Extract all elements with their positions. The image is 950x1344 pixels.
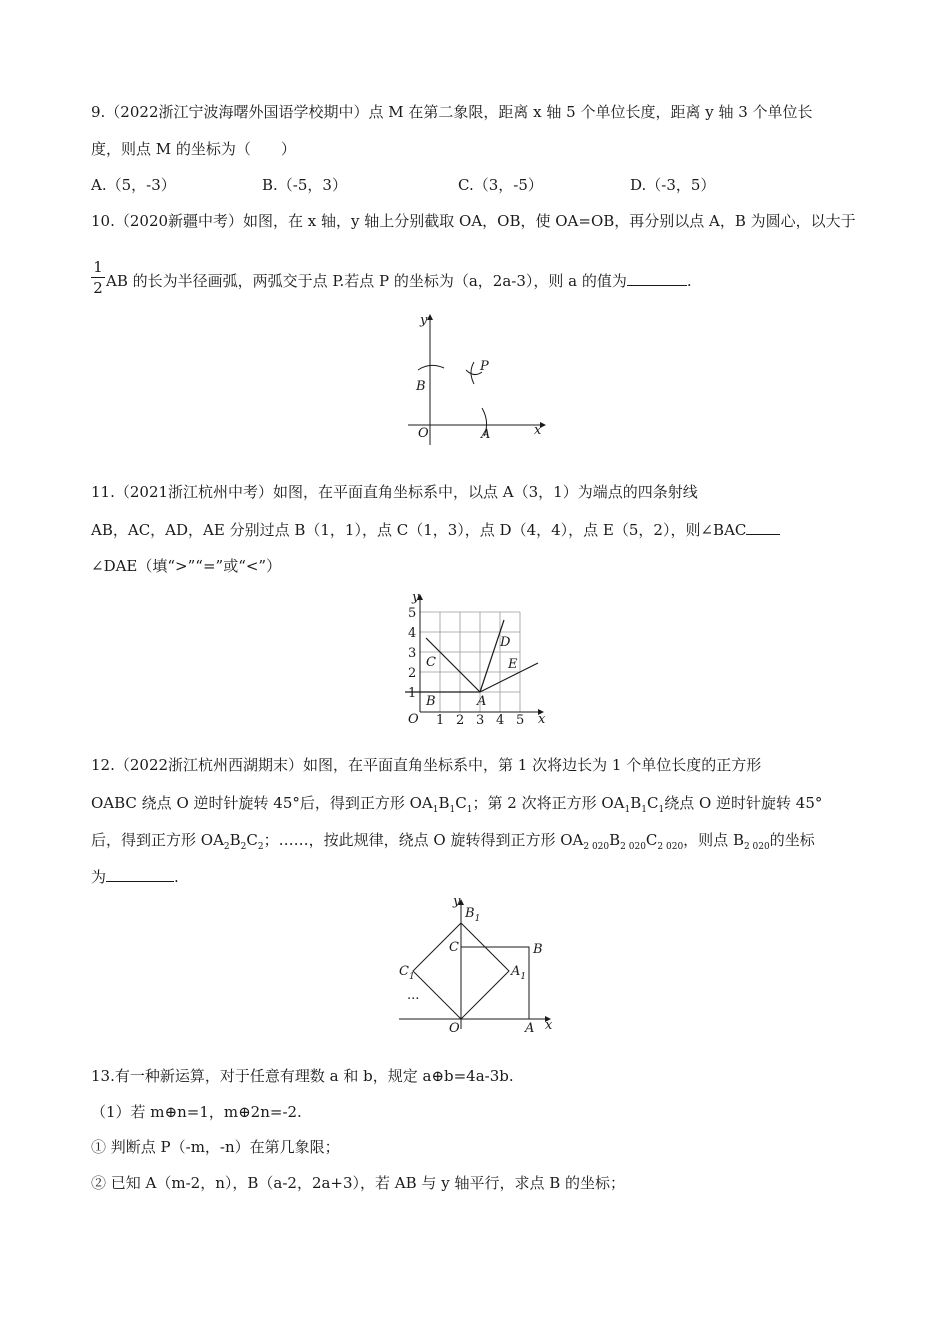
sub: 2 020 <box>583 842 610 852</box>
point-b-label: B <box>416 379 426 394</box>
fraction-denominator: 2 <box>93 279 103 297</box>
q12-text-3d: ；……，按此规律，绕点 O 旋转得到正方形 OA <box>263 831 584 849</box>
point-c-label: C <box>426 655 436 670</box>
sub: 2 020 <box>620 842 646 852</box>
q9-stem-line2: 度，则点 M 的坐标为（ ） <box>91 140 296 158</box>
y-tick-2: 2 <box>408 666 417 681</box>
point-a-label: A <box>525 1021 535 1036</box>
q12-text-2c: C <box>455 794 467 812</box>
q9-stem-line1: 9.（2022浙江宁波海曙外国语学校期中）点 M 在第二象限，距离 x 轴 5 个单位长度，距离 y 轴 3 个单位长 <box>91 103 813 121</box>
origin-label: O <box>408 712 419 727</box>
point-b1-label: $B_1$ <box>465 906 481 924</box>
x-tick-5: 5 <box>516 713 525 728</box>
q11-answer-blank <box>746 520 780 535</box>
x-tick-2: 2 <box>456 713 465 728</box>
x-label: x <box>534 423 542 438</box>
q11-stem-line2 <box>91 520 780 540</box>
q10-stem-line2 <box>106 271 692 291</box>
q11-stem-text: AB，AC，AD，AE 分别过点 B（1，1），点 C（1，3），点 D（4，4），点 E（5，2），则∠BAC <box>91 521 747 539</box>
sub: 1 <box>624 805 631 815</box>
point-a-label: A <box>477 694 487 709</box>
y-tick-5: 5 <box>408 606 417 621</box>
sub: 2 020 <box>743 842 770 852</box>
origin-label: O <box>449 1021 460 1036</box>
y-tick-4: 4 <box>408 626 417 641</box>
q12-answer-blank <box>106 867 174 882</box>
q12-stem-line3 <box>91 830 815 857</box>
q9-option-d: D.（-3，5） <box>630 176 716 194</box>
q12-text-3e: B <box>609 831 621 849</box>
x-tick-4: 4 <box>496 713 505 728</box>
fraction-bar <box>91 277 105 278</box>
q12-text-3b: B <box>229 831 241 849</box>
q12-stem-line1: 12.（2022浙江杭州西湖期末）如图，在平面直角坐标系中，第 1 次将边长为 1 个单位长度的正方形 <box>91 756 762 774</box>
arc-p2 <box>471 362 474 384</box>
point-b-label: B <box>533 942 543 957</box>
q12-text-3c: C <box>246 831 258 849</box>
q9-option-c: C.（3，-5） <box>458 176 543 194</box>
point-a-label: A <box>481 427 491 442</box>
y-tick-1: 1 <box>408 686 417 701</box>
x-label: x <box>538 712 546 727</box>
q11-stem-line3: ∠DAE（填“>”“=”或“<”） <box>91 557 282 575</box>
q10-answer-blank <box>627 271 687 286</box>
q12-stem-line2 <box>91 793 822 820</box>
fraction-numerator: 1 <box>93 258 103 276</box>
point-b-label: B <box>426 694 436 709</box>
y-tick-3: 3 <box>408 646 417 661</box>
sub: 1 <box>432 805 439 815</box>
y-label: y <box>453 894 461 909</box>
q12-text-2b: B <box>438 794 450 812</box>
sub: 2 <box>257 842 264 852</box>
origin-label: O <box>418 426 429 441</box>
q12-text-2a: OABC 绕点 O 逆时针旋转 45°后，得到正方形 OA <box>91 794 433 812</box>
sub: 1 <box>466 805 473 815</box>
q12-text-4: 为 <box>91 868 107 886</box>
x-tick-3: 3 <box>476 713 485 728</box>
q10-fraction <box>91 258 105 297</box>
q12-text-2f: C <box>646 794 659 812</box>
sub: 2 <box>240 842 247 852</box>
q12-text-3g: ，则点 B <box>683 831 744 849</box>
q10-stem-end: . <box>686 272 692 290</box>
q9-option-b: B.（-5，3） <box>262 176 347 194</box>
q12-text-3h: 的坐标 <box>769 831 815 849</box>
point-e-label: E <box>508 657 518 672</box>
point-a1-label: $A_1$ <box>511 964 527 982</box>
point-d-label: D <box>500 635 511 650</box>
y-axis-arrow <box>427 314 433 320</box>
q12-text-2g: 绕点 O 逆时针旋转 45° <box>664 794 823 812</box>
q10-stem-line1: 10.（2020新疆中考）如图，在 x 轴，y 轴上分别截取 OA，OB，使 OA=OB，再分别以点 A，B 为圆心，以大于 <box>91 212 856 230</box>
sub: 2 <box>223 842 230 852</box>
q10-figure <box>400 310 560 450</box>
q12-text-3f: C <box>645 831 658 849</box>
q13-stem-line1: 13.有一种新运算，对于任意有理数 a 和 b，规定 a⊕b=4a-3b. <box>91 1067 514 1085</box>
q9-option-a: A.（5，-3） <box>91 176 176 194</box>
point-c1-label: $C_1$ <box>399 964 415 982</box>
ellipsis-label: ... <box>407 988 420 1003</box>
q11-figure <box>400 592 560 732</box>
x-label: x <box>545 1018 553 1033</box>
q11-stem-line1: 11.（2021浙江杭州中考）如图，在平面直角坐标系中，以点 A（3，1）为端点的四条射线 <box>91 483 698 501</box>
q12-text-3a: 后，得到正方形 OA <box>91 831 224 849</box>
point-p-label: P <box>480 359 489 374</box>
y-label: y <box>412 590 420 605</box>
point-c-label: C <box>449 940 459 955</box>
sub: 1 <box>449 805 456 815</box>
arc-b <box>418 365 444 370</box>
q13-stem-line4: ② 已知 A（m-2，n），B（a-2，2a+3），若 AB 与 y 轴平行，求点 B 的坐标； <box>91 1174 626 1192</box>
q12-text-4-end: . <box>174 868 179 886</box>
sub: 2 020 <box>657 842 684 852</box>
q12-text-2d: ；第 2 次将正方形 OA <box>472 794 625 812</box>
sub: 1 <box>641 805 647 815</box>
q12-text-2e: B <box>630 794 642 812</box>
sub: 1 <box>658 805 665 815</box>
q12-stem-line4 <box>91 867 179 887</box>
q12-figure <box>395 895 565 1035</box>
q10-stem-text: AB 的长为半径画弧，两弧交于点 P.若点 P 的坐标为（a，2a-3），则 a 的值为 <box>106 272 627 290</box>
q13-stem-line3: ① 判断点 P（-m，-n）在第几象限； <box>91 1138 340 1156</box>
x-tick-1: 1 <box>436 713 445 728</box>
q13-stem-line2: （1）若 m⊕n=1，m⊕2n=-2. <box>91 1103 302 1121</box>
y-label: y <box>420 313 428 328</box>
